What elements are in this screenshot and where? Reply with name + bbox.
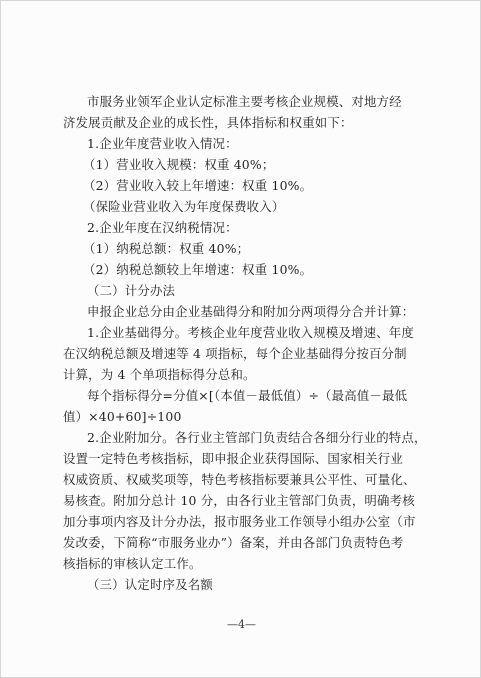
paragraph-line: 设置一定特色考核指标，即申报企业获得国际、国家相关行业 bbox=[63, 451, 403, 466]
section-heading-2: 2.企业年度在汉纳税情况： bbox=[87, 220, 238, 235]
paragraph-line: 济发展贡献及企业的成长性，具体指标和权重如下： bbox=[63, 115, 353, 130]
subsection-heading-scoring: （二）计分办法 bbox=[87, 283, 176, 298]
list-item: （2）营业收入较上年增速：权重 10%。 bbox=[83, 178, 313, 193]
note-line: （保险业营业收入为年度保费收入） bbox=[83, 199, 285, 214]
body-text bbox=[63, 91, 427, 595]
paragraph-line: 申报企业总分由企业基础得分和附加分两项得分合并计算： bbox=[87, 304, 415, 319]
formula-line: 值）×40+60]÷100 bbox=[63, 409, 182, 424]
page-number: —4— bbox=[227, 618, 256, 631]
paragraph-line: 在汉纳税总额及增速等 4 项指标，每个企业基础得分按百分制 bbox=[63, 346, 407, 361]
list-item: （1）纳税总额：权重 40%； bbox=[83, 241, 250, 256]
paragraph-line: 加分事项内容及计分办法，报市服务业工作领导小组办公室（市 bbox=[63, 514, 416, 529]
formula-line: 每个指标得分=分值×[（本值－最低值）÷（最高值－最低 bbox=[87, 388, 408, 403]
paragraph-line: 1.企业基础得分。考核企业年度营业收入规模及增速、年度 bbox=[87, 325, 414, 340]
subsection-heading-schedule: （三）认定时序及名额 bbox=[87, 577, 213, 592]
paragraph-line: 2.企业附加分。各行业主管部门负责结合各细分行业的特点， bbox=[87, 430, 427, 445]
section-heading-1: 1.企业年度营业收入情况： bbox=[87, 136, 238, 151]
paragraph-line: 计算，为 4 个单项指标得分总和。 bbox=[63, 367, 256, 382]
paragraph-line: 易核查。附加分总计 10 分，由各行业主管部门负责，明确考核 bbox=[63, 493, 415, 508]
paragraph-line: 核指标的审核认定工作。 bbox=[63, 556, 202, 571]
paragraph-line: 权威资质、权威奖项等，特色考核指标要兼具公平性、可量化、 bbox=[63, 472, 416, 487]
list-item: （1）营业收入规模：权重 40%； bbox=[83, 157, 275, 172]
list-item: （2）纳税总额较上年增速：权重 10%。 bbox=[83, 262, 313, 277]
paragraph-line: 市服务业领军企业认定标准主要考核企业规模、对地方经 bbox=[87, 94, 402, 109]
paragraph-line: 发改委，下简称“市服务业办”）备案，并由各部门负责特色考 bbox=[63, 535, 404, 550]
